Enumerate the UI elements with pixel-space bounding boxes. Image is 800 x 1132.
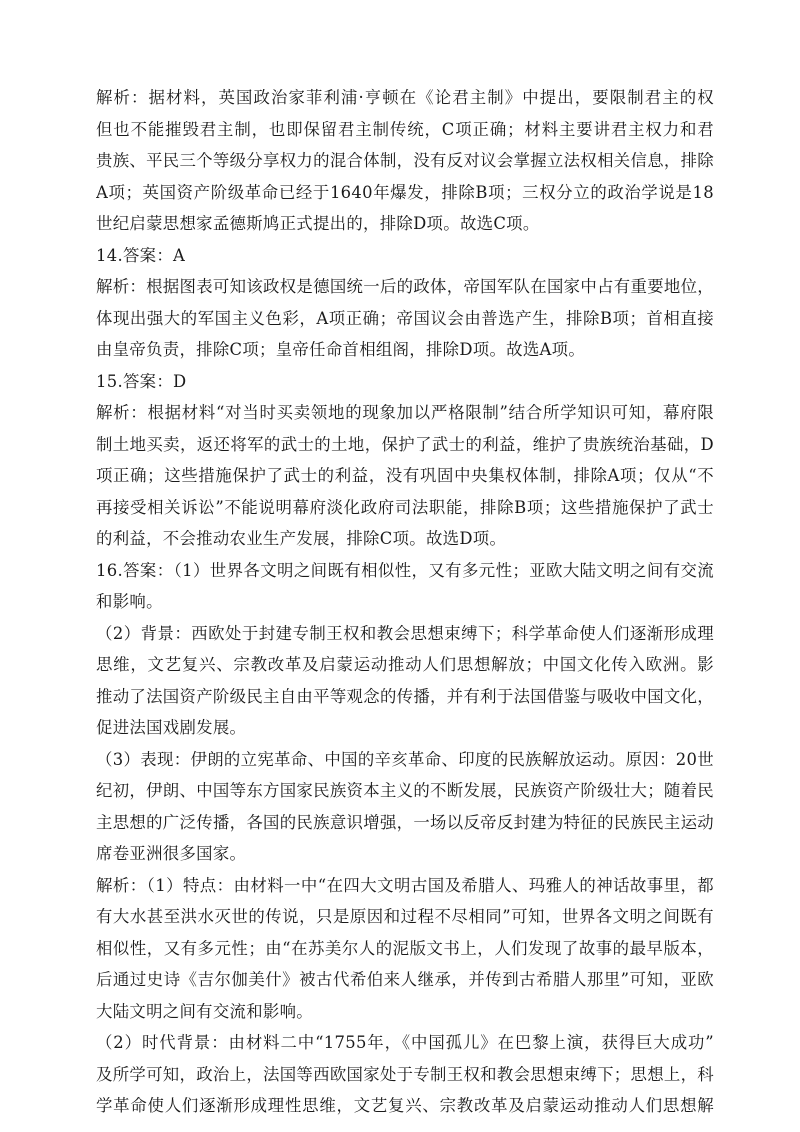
text-line: 的利益，不会推动农业生产发展，排除C项。故选D项。 bbox=[96, 529, 507, 548]
text-line: 和影响。 bbox=[96, 592, 163, 611]
text-line: 制土地买卖，返还将军的武士的土地，保护了武士的利益，维护了贵族统治基础，D bbox=[96, 434, 714, 454]
text-line: 促进法国戏剧发展。 bbox=[96, 718, 247, 737]
text-line: 思维，文艺复兴、宗教改革及启蒙运动推动人们思想解放；中国文化传入欧洲。影 bbox=[96, 655, 714, 674]
text-line: 及所学可知，政治上，法国等西欧国家处于专制王权和教会思想束缚下；思想上，科 bbox=[96, 1064, 714, 1084]
text-line: 大陆文明之间有交流和影响。 bbox=[96, 1001, 313, 1021]
text-line: 16.答案：（1）世界各文明之间既有相似性，又有多元性；亚欧大陆文明之间有交流 bbox=[96, 560, 714, 580]
text-line: 席卷亚洲很多国家。 bbox=[96, 844, 247, 863]
text-line: 再接受相关诉讼”不能说明幕府淡化政府司法职能，排除B项；这些措施保护了武士 bbox=[96, 497, 714, 517]
text-line: 相似性，又有多元性；由“在苏美尔人的泥版文书上，人们发现了故事的最早版本， bbox=[96, 938, 714, 958]
text-line: 但也不能摧毁君主制，也即保留君主制传统，C项正确；材料主要讲君主权力和君 bbox=[96, 119, 714, 139]
text-line: 解析：据材料，英国政治家菲利浦·亨顿在《论君主制》中提出，要限制君主的权 bbox=[96, 88, 714, 107]
document-page bbox=[96, 82, 714, 1122]
text-line: 15.答案：D bbox=[96, 371, 187, 391]
text-line: 主思想的广泛传播，各国的民族意识增强，一场以反帝反封建为特征的民族民主运动 bbox=[96, 812, 714, 832]
text-line: 解析：（1）特点：由材料一中“在四大文明古国及希腊人、玛雅人的神话故事里，都 bbox=[96, 875, 714, 895]
text-line: （2）时代背景：由材料二中“1755年，《中国孤儿》在巴黎上演，获得巨大成功” bbox=[96, 1033, 714, 1052]
text-line: 有大水甚至洪水灭世的传说，只是原因和过程不尽相同”可知，世界各文明之间既有 bbox=[96, 907, 714, 926]
text-line: 解析：根据材料“对当时买卖领地的现象加以严格限制”结合所学知识可知，幕府限 bbox=[96, 403, 714, 422]
text-line: 由皇帝负责，排除C项；皇帝任命首相组阁，排除D项。故选A项。 bbox=[96, 340, 586, 359]
text-line: 世纪启蒙思想家孟德斯鸠正式提出的，排除D项。故选C项。 bbox=[96, 214, 540, 233]
text-line: 纪初，伊朗、中国等东方国家民族资本主义的不断发展，民族资产阶级壮大；随着民 bbox=[96, 781, 714, 800]
text-line: 项正确；这些措施保护了武士的利益，没有巩固中央集权体制，排除A项；仅从“不 bbox=[96, 466, 714, 485]
text-line: 学革命使人们逐渐形成理性思维，文艺复兴、宗教改革及启蒙运动推动人们思想解 bbox=[96, 1096, 714, 1115]
text-line: 推动了法国资产阶级民主自由平等观念的传播，并有利于法国借鉴与吸收中国文化， bbox=[96, 686, 714, 706]
text-line: 后通过史诗《吉尔伽美什》被古代希伯来人继承，并传到古希腊人那里”可知，亚欧 bbox=[96, 970, 714, 989]
text-line: （2）背景：西欧处于封建专制王权和教会思想束缚下；科学革命使人们逐渐形成理 bbox=[96, 623, 714, 643]
text-line: 贵族、平民三个等级分享权力的混合体制，没有反对议会掌握立法权相关信息，排除 bbox=[96, 151, 714, 170]
text-line: （3）表现：伊朗的立宪革命、中国的辛亥革命、印度的民族解放运动。原因：20世 bbox=[96, 749, 714, 769]
text-line: A项；英国资产阶级革命已经于1640年爆发，排除B项；三权分立的政治学说是18 bbox=[96, 182, 714, 202]
text-line: 14.答案：A bbox=[96, 245, 186, 265]
text-line: 体现出强大的军国主义色彩，A项正确；帝国议会由普选产生，排除B项；首相直接 bbox=[96, 308, 714, 328]
text-line: 解析：根据图表可知该政权是德国统一后的政体，帝国军队在国家中占有重要地位， bbox=[96, 277, 714, 296]
